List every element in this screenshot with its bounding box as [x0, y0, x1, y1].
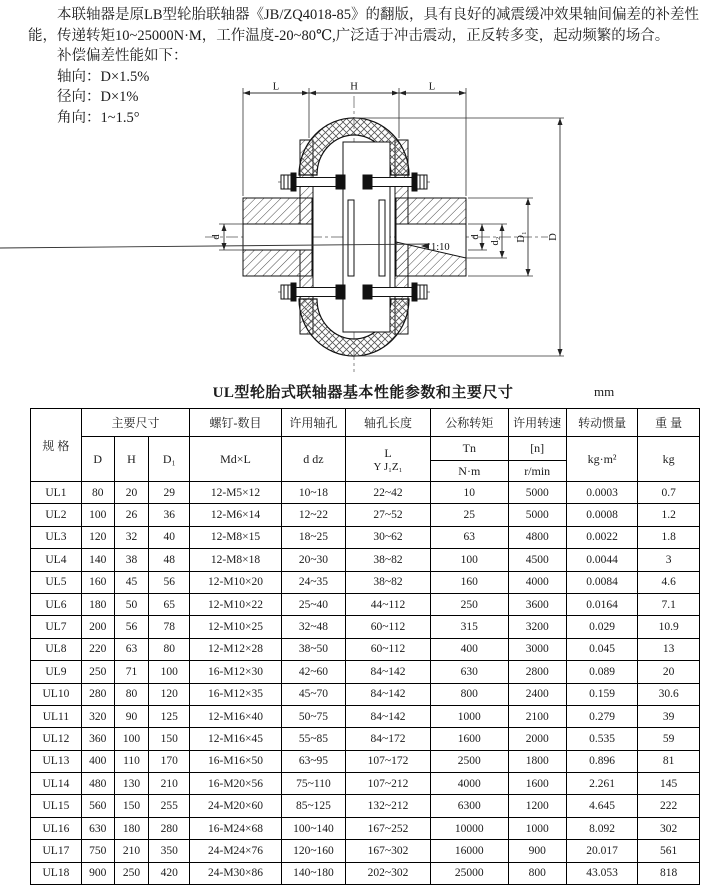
table-cell: 100: [149, 661, 190, 683]
table-cell: 12-M6×14: [190, 504, 282, 526]
table-cell: 100: [81, 504, 114, 526]
table-cell: 55~85: [281, 728, 345, 750]
table-cell: 1000: [508, 817, 566, 839]
table-cell: 560: [81, 795, 114, 817]
table-cell: 10.9: [638, 616, 700, 638]
table-cell: 100: [431, 549, 509, 571]
table-cell: 32: [114, 526, 149, 548]
table-cell: 250: [114, 862, 149, 884]
table-cell: 20: [114, 482, 149, 504]
table-cell: 1.2: [638, 504, 700, 526]
table-cell: 20~30: [281, 549, 345, 571]
table-cell: 63~95: [281, 750, 345, 772]
right-hub: [396, 198, 466, 276]
table-cell: 0.0044: [566, 549, 638, 571]
table-cell: 24-M24×76: [190, 840, 282, 862]
table-cell: UL15: [31, 795, 82, 817]
intro-line-radial: 径向：D×1%: [57, 89, 139, 105]
col-header-bore-length: 轴孔长度: [346, 409, 431, 437]
table-cell: 56: [149, 571, 190, 593]
table-cell: 12-M10×22: [190, 593, 282, 615]
table-row: [31, 817, 700, 839]
dim-label-h: H: [350, 81, 358, 93]
table-row: [31, 616, 700, 638]
intro-line-1: 本联轴器是原LB型轮胎联轴器《JB/ZQ4018-85》的翻版，具有良好的减震缓冲效果轴间偏差的补差性: [57, 7, 700, 23]
table-cell: 12-M16×45: [190, 728, 282, 750]
table-cell: 800: [508, 862, 566, 884]
dim-label-d-right: d: [470, 234, 481, 240]
table-cell: 1000: [431, 705, 509, 727]
table-cell: 180: [81, 593, 114, 615]
table-cell: 44~112: [346, 593, 431, 615]
table-cell: 400: [81, 750, 114, 772]
table-cell: 40: [149, 526, 190, 548]
table-cell: 140~180: [281, 862, 345, 884]
table-cell: 12-M10×25: [190, 616, 282, 638]
dim-label-d1: D₁: [516, 231, 527, 243]
table-row: [31, 840, 700, 862]
taper-label: 1:10: [431, 242, 450, 253]
table-cell: 160: [431, 571, 509, 593]
table-cell: 160: [81, 571, 114, 593]
col-header-H: H: [114, 437, 149, 482]
table-cell: 2.261: [566, 773, 638, 795]
col-header-weight: 重 量: [638, 409, 700, 437]
table-row: [31, 482, 700, 504]
col-header-speed: 许用转速: [508, 409, 566, 437]
table-cell: 45: [114, 571, 149, 593]
table-cell: 2800: [508, 661, 566, 683]
table-row: [31, 549, 700, 571]
table-cell: UL16: [31, 817, 82, 839]
table-cell: 480: [81, 773, 114, 795]
table-cell: 420: [149, 862, 190, 884]
table-cell: 4000: [431, 773, 509, 795]
table-cell: 50: [114, 593, 149, 615]
table-cell: 255: [149, 795, 190, 817]
table-cell: 4800: [508, 526, 566, 548]
table-cell: 561: [638, 840, 700, 862]
table-cell: 302: [638, 817, 700, 839]
table-cell: 2100: [508, 705, 566, 727]
table-cell: 630: [431, 661, 509, 683]
col-header-torque-sym: Tn: [431, 437, 509, 461]
table-cell: 20: [638, 661, 700, 683]
table-cell: 0.7: [638, 482, 700, 504]
table-cell: 75~110: [281, 773, 345, 795]
left-hub: [243, 198, 312, 276]
table-cell: 750: [81, 840, 114, 862]
table-cell: UL4: [31, 549, 82, 571]
table-cell: 0.029: [566, 616, 638, 638]
table-title-row: [0, 381, 726, 402]
table-cell: 167~302: [346, 840, 431, 862]
table-row: [31, 795, 700, 817]
col-header-screw: 螺钉-数目: [190, 409, 282, 437]
table-cell: 4000: [508, 571, 566, 593]
table-cell: 38: [114, 549, 149, 571]
table-cell: 900: [508, 840, 566, 862]
table-cell: UL18: [31, 862, 82, 884]
table-body: [31, 482, 700, 885]
col-header-bore-sym: d dz: [281, 437, 345, 482]
table-cell: 150: [149, 728, 190, 750]
table-cell: 2400: [508, 683, 566, 705]
col-header-screw-sym: Md×L: [190, 437, 282, 482]
table-cell: UL9: [31, 661, 82, 683]
table-cell: 25: [431, 504, 509, 526]
col-header-bore: 许用轴孔: [281, 409, 345, 437]
col-header-speed-sym: [n]: [508, 437, 566, 461]
table-cell: 78: [149, 616, 190, 638]
table-row: [31, 526, 700, 548]
table-cell: 20.017: [566, 840, 638, 862]
table-cell: 22~42: [346, 482, 431, 504]
table-cell: 29: [149, 482, 190, 504]
table-cell: 140: [81, 549, 114, 571]
table-cell: 84~172: [346, 728, 431, 750]
table-cell: 3000: [508, 638, 566, 660]
header-row-2: [31, 437, 700, 461]
table-cell: 130: [114, 773, 149, 795]
table-cell: UL8: [31, 638, 82, 660]
table-cell: 30.6: [638, 683, 700, 705]
table-cell: 25000: [431, 862, 509, 884]
table-cell: 0.0003: [566, 482, 638, 504]
table-cell: UL1: [31, 482, 82, 504]
table-cell: 16-M12×35: [190, 683, 282, 705]
table-cell: 100~140: [281, 817, 345, 839]
table-cell: 43.053: [566, 862, 638, 884]
coupling-cross-section-drawing: [0, 80, 726, 392]
table-cell: 202~302: [346, 862, 431, 884]
table-cell: 30~62: [346, 526, 431, 548]
table-cell: 81: [638, 750, 700, 772]
table-cell: 12~22: [281, 504, 345, 526]
table-cell: 85~125: [281, 795, 345, 817]
table-cell: 10~18: [281, 482, 345, 504]
table-cell: UL2: [31, 504, 82, 526]
table-row: [31, 638, 700, 660]
table-row: [31, 862, 700, 884]
inner-sleeve: [343, 142, 390, 332]
table-row: [31, 571, 700, 593]
table-cell: 3200: [508, 616, 566, 638]
table-cell: 7.1: [638, 593, 700, 615]
table-cell: 630: [81, 817, 114, 839]
table-cell: 818: [638, 862, 700, 884]
table-cell: 12-M5×12: [190, 482, 282, 504]
table-cell: 0.0008: [566, 504, 638, 526]
col-header-bore-length-sym: L Y J₁Z₁: [346, 437, 431, 482]
table-cell: 0.535: [566, 728, 638, 750]
table-cell: 38~82: [346, 571, 431, 593]
table-cell: 12-M8×18: [190, 549, 282, 571]
table-cell: UL3: [31, 526, 82, 548]
table-cell: UL6: [31, 593, 82, 615]
table-cell: 38~50: [281, 638, 345, 660]
table-cell: 250: [81, 661, 114, 683]
table-cell: UL13: [31, 750, 82, 772]
table-cell: 80: [114, 683, 149, 705]
table-cell: 120: [149, 683, 190, 705]
table-cell: 0.0022: [566, 526, 638, 548]
table-cell: 16-M24×68: [190, 817, 282, 839]
table-cell: UL12: [31, 728, 82, 750]
table-cell: 63: [431, 526, 509, 548]
table-cell: UL7: [31, 616, 82, 638]
table-row: [31, 593, 700, 615]
intro-line-axial: 轴向：D×1.5%: [57, 68, 150, 85]
table-cell: 36: [149, 504, 190, 526]
dim-label-l-right: L: [428, 81, 436, 93]
table-cell: 280: [149, 817, 190, 839]
table-cell: 45~70: [281, 683, 345, 705]
table-cell: 132~212: [346, 795, 431, 817]
table-cell: 56: [114, 616, 149, 638]
table-cell: 3: [638, 549, 700, 571]
col-header-speed-unit: r/min: [508, 461, 566, 482]
table-cell: 280: [81, 683, 114, 705]
table-cell: 60~112: [346, 616, 431, 638]
table-cell: UL5: [31, 571, 82, 593]
table-cell: 32~48: [281, 616, 345, 638]
table-cell: UL14: [31, 773, 82, 795]
col-header-spec: 规 格: [31, 409, 82, 482]
table-cell: 2000: [508, 728, 566, 750]
table-cell: 3600: [508, 593, 566, 615]
dim-label-d2: d₂: [490, 236, 501, 246]
table-cell: 170: [149, 750, 190, 772]
table-cell: 27~52: [346, 504, 431, 526]
table-cell: 80: [149, 638, 190, 660]
table-cell: 6300: [431, 795, 509, 817]
table-cell: 59: [638, 728, 700, 750]
table-cell: 39: [638, 705, 700, 727]
table-cell: 120: [81, 526, 114, 548]
table-cell: 4.645: [566, 795, 638, 817]
header-row-1: [31, 409, 700, 437]
table-row: [31, 661, 700, 683]
col-header-torque-unit: N·m: [431, 461, 509, 482]
table-cell: 1.8: [638, 526, 700, 548]
col-header-inertia: 转动惯量: [566, 409, 638, 437]
table-cell: 222: [638, 795, 700, 817]
table-cell: 1600: [431, 728, 509, 750]
table-cell: 0.896: [566, 750, 638, 772]
table-cell: 5000: [508, 482, 566, 504]
table-cell: 0.089: [566, 661, 638, 683]
table-cell: 13: [638, 638, 700, 660]
table-cell: 200: [81, 616, 114, 638]
table-row: [31, 683, 700, 705]
table-row: [31, 705, 700, 727]
table-cell: 900: [81, 862, 114, 884]
table-cell: 12-M12×28: [190, 638, 282, 660]
col-header-D: D: [81, 437, 114, 482]
table-cell: 48: [149, 549, 190, 571]
table-cell: 220: [81, 638, 114, 660]
table-cell: 24-M30×86: [190, 862, 282, 884]
intro-line-3: 补偿偏差性能如下：: [57, 48, 188, 64]
table-cell: 12-M8×15: [190, 526, 282, 548]
table-cell: 0.0084: [566, 571, 638, 593]
table-cell: 320: [81, 705, 114, 727]
table-cell: 16-M16×50: [190, 750, 282, 772]
table-cell: 16-M20×56: [190, 773, 282, 795]
table-cell: 0.279: [566, 705, 638, 727]
table-cell: 2500: [431, 750, 509, 772]
table-cell: 107~172: [346, 750, 431, 772]
table-cell: 0.159: [566, 683, 638, 705]
table-row: [31, 728, 700, 750]
table-cell: 84~142: [346, 661, 431, 683]
table-cell: 250: [431, 593, 509, 615]
dim-label-d-major: D: [548, 233, 559, 241]
table-cell: 16000: [431, 840, 509, 862]
table-cell: 125: [149, 705, 190, 727]
col-header-main-dims: 主要尺寸: [81, 409, 189, 437]
table-cell: 180: [114, 817, 149, 839]
table-cell: 5000: [508, 504, 566, 526]
table-cell: 42~60: [281, 661, 345, 683]
table-cell: UL10: [31, 683, 82, 705]
table-cell: 167~252: [346, 817, 431, 839]
table-cell: 0.045: [566, 638, 638, 660]
table-cell: 4.6: [638, 571, 700, 593]
table-cell: 24-M20×60: [190, 795, 282, 817]
table-row: [31, 750, 700, 772]
table-cell: 80: [81, 482, 114, 504]
table-cell: UL11: [31, 705, 82, 727]
table-cell: 1800: [508, 750, 566, 772]
intro-line-2: 能，传递转矩10~25000N·M，工作温度-20~80℃,广泛适于冲击震动，正反转多变，起动频繁的场合。: [28, 27, 670, 44]
table-row: [31, 773, 700, 795]
table-cell: 63: [114, 638, 149, 660]
intro-line-angular: 角向：1~1.5°: [57, 109, 140, 126]
unit-label: mm: [594, 384, 615, 399]
table-cell: 150: [114, 795, 149, 817]
table-cell: 400: [431, 638, 509, 660]
table-cell: 800: [431, 683, 509, 705]
col-header-torque: 公称转矩: [431, 409, 509, 437]
table-cell: 110: [114, 750, 149, 772]
table-cell: 65: [149, 593, 190, 615]
table-cell: 18~25: [281, 526, 345, 548]
table-cell: 145: [638, 773, 700, 795]
table-cell: 50~75: [281, 705, 345, 727]
table-cell: 210: [114, 840, 149, 862]
dim-label-l-left: L: [272, 81, 280, 93]
table-cell: UL17: [31, 840, 82, 862]
table-cell: 4500: [508, 549, 566, 571]
table-cell: 12-M16×40: [190, 705, 282, 727]
table-cell: 210: [149, 773, 190, 795]
table-cell: 350: [149, 840, 190, 862]
table-cell: 8.092: [566, 817, 638, 839]
spec-table: [30, 408, 700, 885]
table-cell: 1600: [508, 773, 566, 795]
table-cell: 25~40: [281, 593, 345, 615]
table-cell: 84~142: [346, 705, 431, 727]
table-cell: 315: [431, 616, 509, 638]
col-header-D1: D₁: [149, 437, 190, 482]
table-cell: 38~82: [346, 549, 431, 571]
table-cell: 10: [431, 482, 509, 504]
table-cell: 90: [114, 705, 149, 727]
col-header-weight-unit: kg: [638, 437, 700, 482]
table-cell: 360: [81, 728, 114, 750]
table-cell: 84~142: [346, 683, 431, 705]
table-cell: 120~160: [281, 840, 345, 862]
col-header-inertia-unit: kg·m²: [566, 437, 638, 482]
table-cell: 100: [114, 728, 149, 750]
table-cell: 1200: [508, 795, 566, 817]
table-cell: 12-M10×20: [190, 571, 282, 593]
table-cell: 107~212: [346, 773, 431, 795]
table-cell: 24~35: [281, 571, 345, 593]
table-cell: 71: [114, 661, 149, 683]
table-row: [31, 504, 700, 526]
table-cell: 26: [114, 504, 149, 526]
table-cell: 16-M12×30: [190, 661, 282, 683]
table-cell: 60~112: [346, 638, 431, 660]
dim-label-d-left: d: [211, 234, 222, 240]
table-cell: 10000: [431, 817, 509, 839]
table-title: UL型轮胎式联轴器基本性能参数和主要尺寸: [212, 385, 514, 401]
table-cell: 0.0164: [566, 593, 638, 615]
